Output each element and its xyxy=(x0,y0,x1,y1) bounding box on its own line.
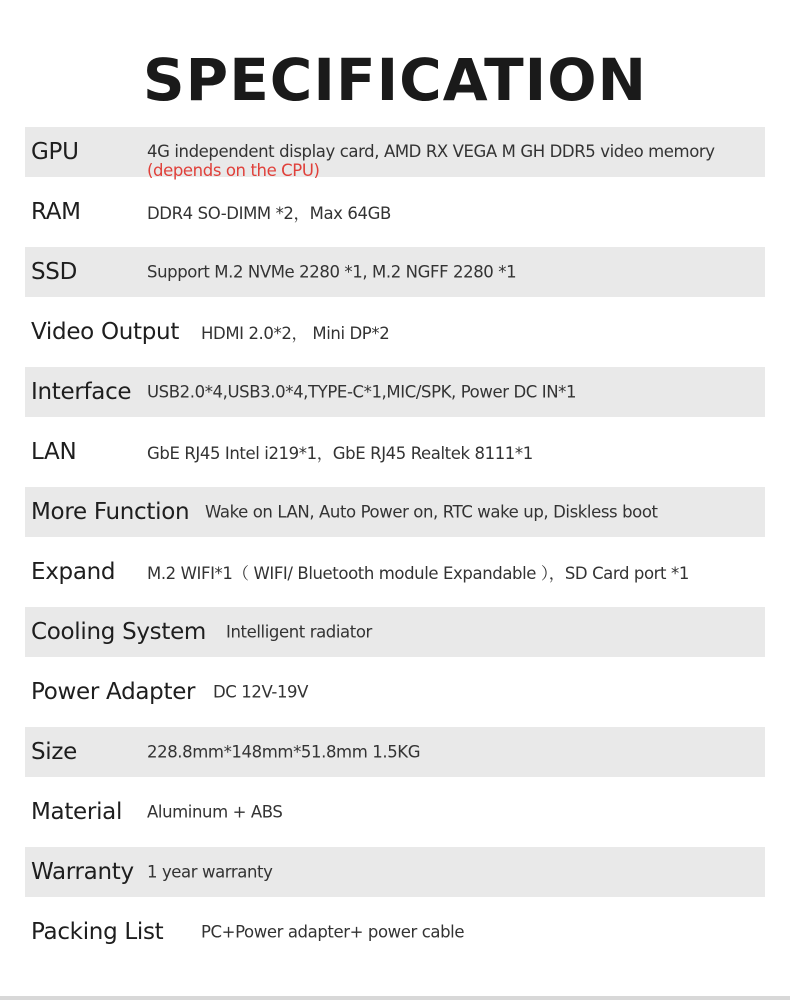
spec-row-ram xyxy=(25,187,765,237)
spec-row-ssd xyxy=(25,247,765,297)
spec-label: Interface xyxy=(31,379,132,405)
spec-value: Aluminum + ABS xyxy=(147,802,283,822)
spec-label: Video Output xyxy=(31,319,180,345)
spec-value: USB2.0*4,USB3.0*4,TYPE-C*1,MIC/SPK, Power DC IN*1 xyxy=(147,382,577,402)
spec-row-expand xyxy=(25,547,765,597)
spec-value: 228.8mm*148mm*51.8mm 1.5KG xyxy=(147,742,421,762)
spec-value: M.2 WIFI*1（ WIFI/ Bluetooth module Expandable ），SD Card port *1 xyxy=(147,564,689,583)
spec-row-interface xyxy=(25,367,765,417)
spec-row-material xyxy=(25,787,765,837)
spec-value: 1 year warranty xyxy=(147,862,273,882)
spec-label: LAN xyxy=(31,439,77,465)
bottom-divider xyxy=(0,996,790,1000)
spec-label: GPU xyxy=(31,139,79,165)
spec-value: Support M.2 NVMe 2280 *1, M.2 NGFF 2280 *1 xyxy=(147,262,517,282)
spec-value: 4G independent display card, AMD RX VEGA M GH DDR5 video memory xyxy=(147,142,715,161)
spec-label: Packing List xyxy=(31,919,164,945)
spec-label: Size xyxy=(31,739,78,765)
spec-row-more-function xyxy=(25,487,765,537)
spec-value: GbE RJ45 Intel i219*1，GbE RJ45 Realtek 8111*1 xyxy=(147,444,533,463)
spec-value: DC 12V-19V xyxy=(213,682,309,702)
spec-value: Intelligent radiator xyxy=(226,622,372,642)
spec-row-warranty xyxy=(25,847,765,897)
spec-value: PC+Power adapter+ power cable xyxy=(201,922,465,942)
spec-label: Power Adapter xyxy=(31,679,196,705)
page-title: SPECIFICATION xyxy=(142,46,648,114)
spec-label: Cooling System xyxy=(31,619,207,645)
spec-value: DDR4 SO-DIMM *2，Max 64GB xyxy=(147,204,391,223)
spec-label: Warranty xyxy=(31,859,134,885)
spec-row-video-output xyxy=(25,307,765,357)
spec-row-lan xyxy=(25,427,765,477)
spec-label: SSD xyxy=(31,259,78,285)
spec-row-size xyxy=(25,727,765,777)
spec-row-power-adapter xyxy=(25,667,765,717)
spec-row-packing-list xyxy=(25,907,765,957)
spec-note: (depends on the CPU) xyxy=(147,161,320,180)
spec-row-gpu xyxy=(25,127,765,180)
spec-value: HDMI 2.0*2， Mini DP*2 xyxy=(201,324,390,343)
spec-label: Material xyxy=(31,799,123,825)
spec-label: More Function xyxy=(31,499,190,525)
spec-label: Expand xyxy=(31,559,116,585)
spec-label: RAM xyxy=(31,199,81,225)
spec-value: Wake on LAN, Auto Power on, RTC wake up, Diskless boot xyxy=(205,502,658,522)
spec-row-cooling-system xyxy=(25,607,765,657)
